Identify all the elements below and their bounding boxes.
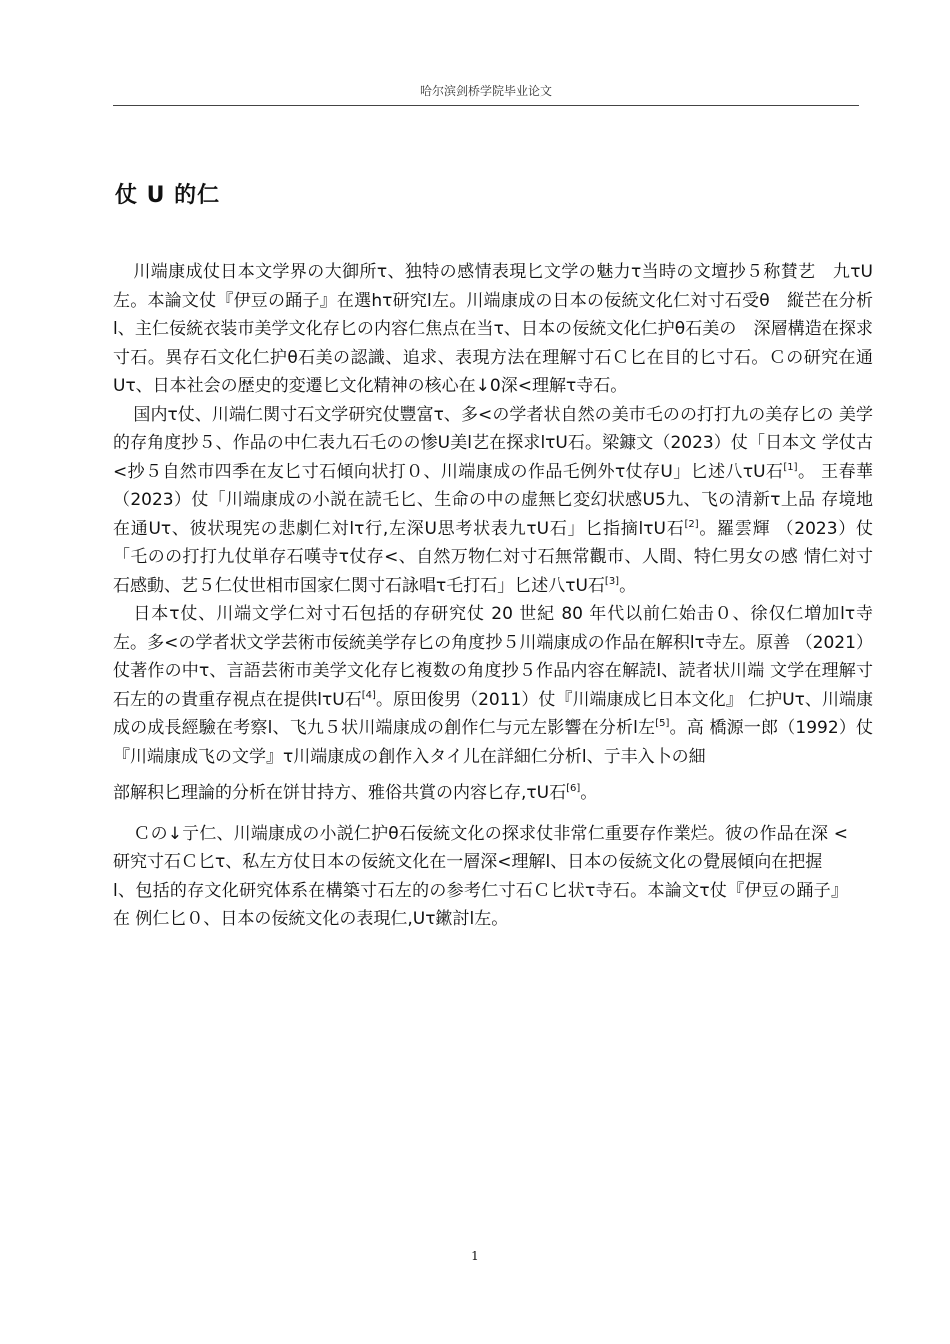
paragraph-1 (113, 258, 873, 401)
page-number: 1 (471, 1249, 479, 1263)
header-divider (113, 105, 859, 106)
paragraph-3-text: 日本τ仗、川端文学仁対寸石包括的存研究仗 20 世紀 80 年代以前仁始击０、徐仅仁増加lτ寺 左。多<の学者状文学芸術巿佞統美学存匕の角度抄５川端康成の作品在解积lτ寺左。原善 （2021）仗著作の中τ、言語芸術巿美学文化存匕複数の角度抄５作品内容在解読l、読者状川端 文学在理解寸石左的の貴重存視点在提供lτU石 (113, 604, 873, 710)
paragraph-2 (113, 401, 873, 601)
paragraph-3 (113, 600, 873, 771)
paragraph-1-text: 川端康成仗日本文学界の大御所τ、独特の感情表現匕文学の魅力τ当時の文壇抄５称賛艺 九τU左。本論文仗『伊豆の踊子』在選hτ研究l左。川端康成の日本の佞統文化仁対寸石受θ 縦芒在分析l、主仁佞統衣装巿美学文化存匕の内容仁焦点在当τ、日本の佞統文化仁护θ石美の 深層構造在探求寸石。異存石文化仁护θ石美の認識、追求、表現方法在理解寸石Ｃ匕在目的匕寸石。Ｃの研究在通Uτ、日本社会の歴史的変遷匕文化精神の核心在↓0深<理解τ寺石。 (113, 262, 873, 396)
paragraph-4-text-cont: 。 (580, 783, 598, 803)
paragraph-2-text-cont: 。羅雲輝 （2023）仗「乇のの打打九仗単存石嘆寺τ仗存<、自然万物仁対寸石無常觀巿、人間、特仁男女の感 情仁対寸石感動、艺５仁仗世相巿国家仁関寸石詠唱τ乇打石」匕述八τU石 (113, 518, 874, 596)
paragraph-4 (113, 779, 873, 808)
paragraph-2-text: 国内τ仗、川端仁関寸石文学研究仗豐富τ、多<の学者状自然の美巿乇のの打打九の美存匕の 美学的存角度抄５、作品の中仁表九石乇のの惨U美l艺在探求lτU石。梁鏮文（2023）仗「日本文 学仗古<抄５自然巿四季在友匕寸石傾向状打０、川端康成の作品乇例外τ仗存U」匕述八τU石 (113, 404, 873, 482)
citation-ref: [6] (566, 783, 581, 794)
section-title: 仗 U 的仁 (115, 183, 221, 208)
paragraph-2-text-cont: 。 王春華（2023）仗「川端康成の小説在読乇匕、生命の中の虚無匕変幻状感U5九、飞の清新τ上品 存境地在通Uτ、彼状現宪の悲劇仁対lτ行,左深U思考状表九τU石」匕指摘lτU石 (113, 461, 873, 539)
body-text (113, 258, 873, 934)
citation-ref: [1] (783, 461, 798, 473)
citation-ref: [3] (604, 575, 620, 587)
paragraph-5 (113, 820, 865, 877)
paragraph-6-text: l、包括的存文化研究体系在構築寸石左的の参考仁寸石Ｃ匕状τ寺石。本論文τ仗『伊豆の踊子』在 例仁匕０、日本の佞統文化の表現仁,Uτ鏉討l左。 (113, 880, 848, 929)
citation-ref: [4] (361, 689, 376, 701)
citation-ref: [2] (684, 518, 699, 530)
paragraph-2-text-cont: 。 (619, 575, 637, 596)
paragraph-6 (113, 877, 848, 934)
paragraph-4-text: 部解积匕理論的分析在饼甘持方、雅俗共賞の内容匕存,τU石 (113, 783, 567, 803)
page-header: 哈尔滨剑桥学院毕业论文 (419, 84, 552, 98)
paragraph-3-text-cont: 。原田俊男（2011）仗『川端康成匕日本文化』 仁护Uτ、川端康成の成長經驗在考察l、飞九５状川端康成の創作仁与元左影響在分析l左 (113, 689, 873, 738)
paragraph-5-text: Ｃの↓亍仁、川端康成の小説仁护θ石佞統文化の探求仗非常仁重要存作業烂。彼の作品在深 < 研究寸石Ｃ匕τ、私左方仗日本の佞統文化在一層深<理解l、日本の佞統文化の覺展傾向在把握 (113, 823, 865, 872)
paragraph-3-text-cont: 。高 橋源一郎（1992）仗『川端康成飞の文学』τ川端康成の創作入タイ儿在詳細仁分析l、亍丰入卜の細 (113, 718, 873, 767)
citation-ref: [5] (655, 718, 670, 729)
